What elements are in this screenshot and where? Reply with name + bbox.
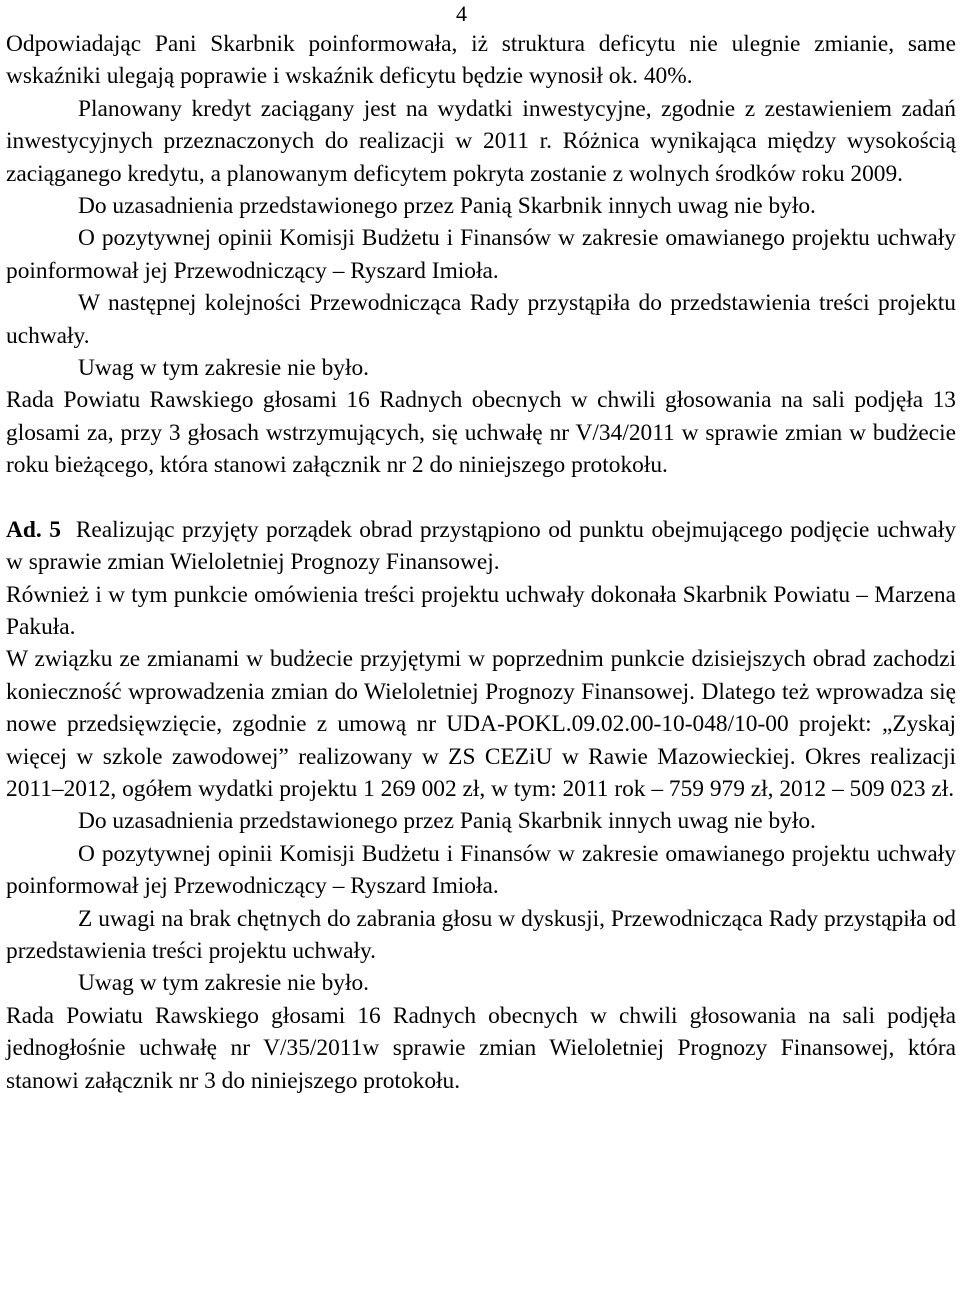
paragraph-presentation: Również i w tym punkcie omówienia treści projektu uchwały dokonała Skarbnik Powiatu – Marzena Pakuła. [6, 581, 956, 640]
paragraph-skarbnik-answer: Odpowiadając Pani Skarbnik poinformowała, iż struktura deficytu nie ulegnie zmianie, same wskaźniki ulegają poprawie i wskaźnik deficytu będzie wynosił ok. 40%. [6, 31, 956, 90]
paragraph-no-comments: Uwag w tym zakresie nie było. [78, 355, 370, 382]
paragraph-committee-opinion-2: O pozytywnej opinii Komisji Budżetu i Finansów w zakresie omawianego projektu uchwały poinformował jej Przewodniczący – Ryszard Imioła. [6, 840, 956, 900]
agenda-item-label: Ad. 5 [6, 516, 61, 543]
paragraph-no-remarks-2: Do uzasadnienia przedstawionego przez Panią Skarbnik innych uwag nie było. [78, 808, 816, 835]
paragraph-no-comments-2: Uwag w tym zakresie nie było. [78, 970, 370, 997]
paragraph-no-discussion: Z uwagi na brak chętnych do zabrania głosu w dyskusji, Przewodnicząca Rady przystąpiła od przedstawienia treści projektu uchwały. [6, 905, 956, 964]
section-spacer [6, 482, 956, 514]
paragraph-resolution-reading: W następnej kolejności Przewodnicząca Rady przystąpiła do przedstawienia treści projektu uchwały. [6, 290, 956, 349]
page-number: 4 [456, 1, 467, 26]
document-body [6, 28, 956, 1097]
paragraph-credit-plan: Planowany kredyt zaciągany jest na wydatki inwestycyjne, zgodnie z zestawieniem zadań inwestycyjnych przeznaczonych do realizacji w 2011 r. Różnica wynikająca między wysokością zaciąganego kredytu, a planowanym deficytem pokryta zostanie z wolnych środków roku 2009. [6, 95, 956, 187]
agenda-item-text: Realizując przyjęty porządek obrad przystąpiono od punktu obejmującego podjęcie uchwały w sprawie zmian Wieloletniej Prognozy Finansowej. [6, 516, 957, 576]
paragraph-committee-opinion: O pozytywnej opinii Komisji Budżetu i Finansów w zakresie omawianego projektu uchwały poinformował jej Przewodniczący – Ryszard Imioła. [6, 225, 956, 284]
paragraph-agenda-item-5 [6, 514, 956, 579]
paragraph-vote-result: Rada Powiatu Rawskiego głosami 16 Radnych obecnych w chwili głosowania na sali podjęła 13 glosami za, przy 3 głosach wstrzymujących, się uchwałę nr V/34/2011 w sprawie zmian w budżecie roku bieżącego, która stanowi załącznik nr 2 do niniejszego protokołu. [6, 387, 956, 479]
paragraph-no-remarks: Do uzasadnienia przedstawionego przez Panią Skarbnik innych uwag nie było. [78, 193, 816, 220]
paragraph-changes-explained: W związku ze zmianami w budżecie przyjętymi w poprzednim punkcie dzisiejszych obrad zachodzi konieczność wprowadzenia zmian do Wieloletniej Prognozy Finansowej. Dlatego też wprowadza się nowe przedsięwzięcie, zgodnie z umową nr UDA-POKL.09.02.00-10-048/10-00 projekt: „Zyskaj więcej w szkole zawodowej” realizowany w ZS CEZiU w Rawie Mazowieckiej. Okres realizacji 2011–2012, ogółem wydatki projektu 1 269 002 zł, w tym: 2011 rok – 759 979 zł, 2012 – 509 023 zł. [6, 646, 956, 802]
paragraph-vote-result-2: Rada Powiatu Rawskiego głosami 16 Radnych obecnych w chwili głosowania na sali podjęła jednogłośnie uchwałę nr V/35/2011w sprawie zmian Wieloletniej Prognozy Finansowej, która stanowi załącznik nr 3 do niniejszego protokołu. [6, 1002, 956, 1094]
